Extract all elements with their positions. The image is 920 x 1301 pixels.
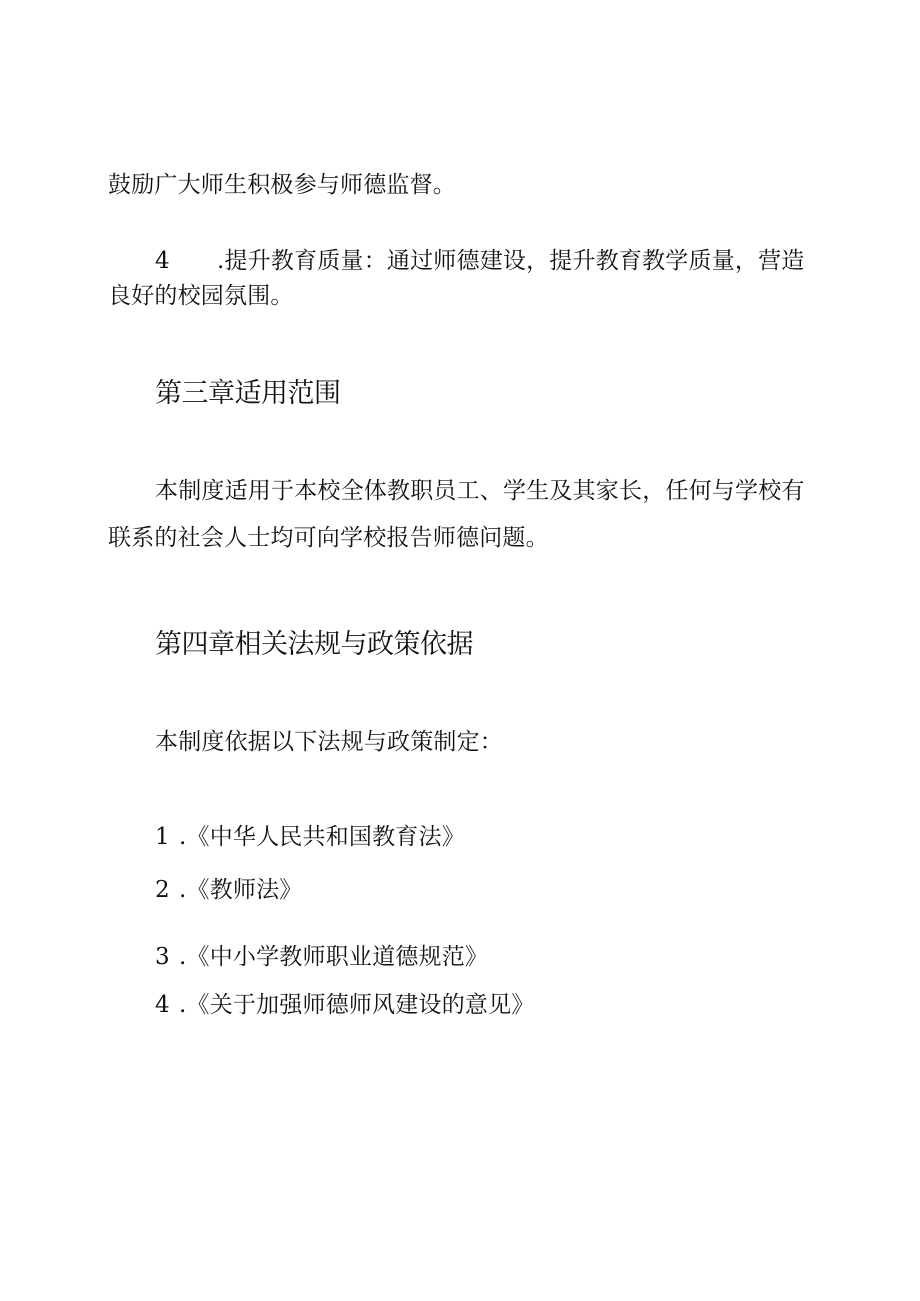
chapter-3-paragraph-line-1: 本制度适用于本校全体教职员工、学生及其家长，任何与学校有 [155, 478, 805, 504]
law-list-item-3 [155, 942, 488, 972]
chapter-3-paragraph-line-2: 联系的社会人士均可向学校报告师德问题。 [108, 525, 549, 551]
goal-item-4-text: .提升教育质量：通过师德建设，提升教育教学质量，营造 [217, 248, 805, 274]
law-list-item-3-text: .《中小学教师职业道德规范》 [179, 944, 489, 970]
law-list-item-4-number: 4 [155, 992, 170, 1018]
goal-item-4 [155, 246, 805, 276]
law-list-item-3-number: 3 [155, 944, 170, 970]
law-list-item-2-number: 2 [155, 877, 170, 903]
law-list-item-1 [155, 822, 465, 852]
law-list-item-1-number: 1 [155, 824, 170, 850]
chapter-4-title: 第四章相关法规与政策依据 [155, 629, 473, 660]
goal-item-4-continuation: 良好的校园氛围。 [108, 283, 294, 309]
law-list-item-2-text: .《教师法》 [179, 877, 303, 903]
chapter-3-title: 第三章适用范围 [155, 378, 341, 409]
law-list-item-2 [155, 875, 303, 905]
goal-item-4-number: 4 [155, 248, 170, 274]
law-list-item-4-text: .《关于加强师德师风建设的意见》 [179, 992, 535, 1018]
law-list-item-1-text: .《中华人民共和国教育法》 [179, 824, 465, 850]
goals-continuation-text: 鼓励广大师生积极参与师德监督。 [108, 172, 456, 198]
chapter-4-intro: 本制度依据以下法规与政策制定： [155, 729, 503, 755]
law-list-item-4 [155, 990, 535, 1020]
